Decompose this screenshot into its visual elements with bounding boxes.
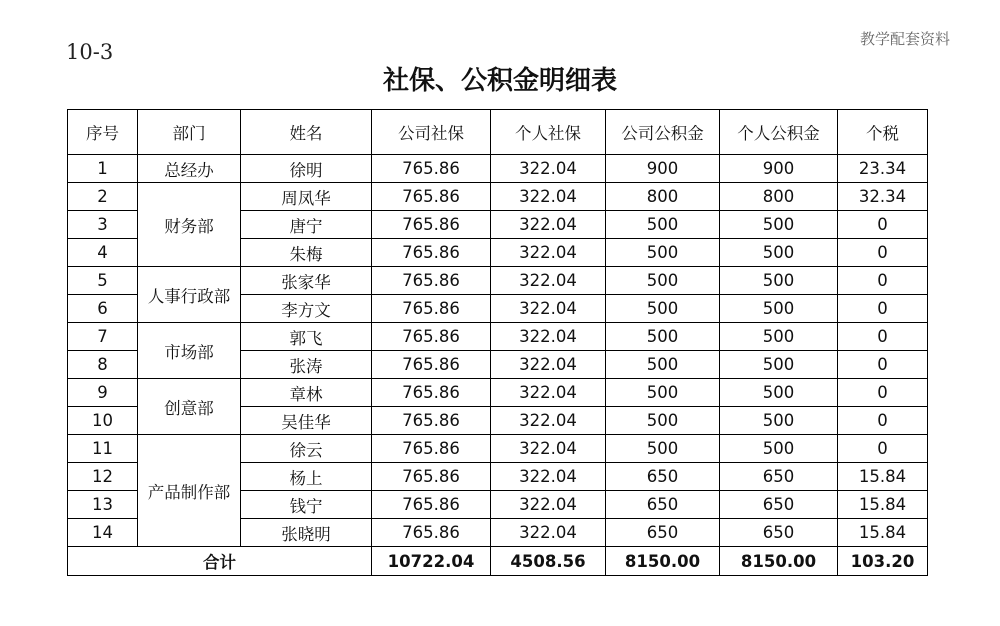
table-row xyxy=(68,267,928,295)
cell-company-hf: 500 xyxy=(606,323,720,351)
cell-company-si: 765.86 xyxy=(372,211,491,239)
cell-seq: 9 xyxy=(68,379,138,407)
cell-seq: 14 xyxy=(68,519,138,547)
cell-dept: 总经办 xyxy=(138,155,241,183)
total-personal-hf: 8150.00 xyxy=(720,547,838,576)
header-tax: 个税 xyxy=(838,110,928,155)
cell-tax: 15.84 xyxy=(838,491,928,519)
cell-seq: 4 xyxy=(68,239,138,267)
cell-company-hf: 500 xyxy=(606,407,720,435)
cell-seq: 12 xyxy=(68,463,138,491)
cell-tax: 32.34 xyxy=(838,183,928,211)
cell-personal-hf: 500 xyxy=(720,379,838,407)
cell-personal-si: 322.04 xyxy=(491,463,606,491)
cell-company-hf: 650 xyxy=(606,519,720,547)
cell-name: 张家华 xyxy=(241,267,372,295)
cell-seq: 11 xyxy=(68,435,138,463)
cell-name: 徐云 xyxy=(241,435,372,463)
cell-name: 杨上 xyxy=(241,463,372,491)
cell-tax: 15.84 xyxy=(838,519,928,547)
cell-tax: 0 xyxy=(838,295,928,323)
cell-tax: 0 xyxy=(838,435,928,463)
cell-name: 朱梅 xyxy=(241,239,372,267)
cell-company-si: 765.86 xyxy=(372,379,491,407)
cell-company-hf: 500 xyxy=(606,435,720,463)
cell-dept: 市场部 xyxy=(138,323,241,379)
table-row xyxy=(68,435,928,463)
cell-tax: 0 xyxy=(838,211,928,239)
cell-personal-hf: 500 xyxy=(720,407,838,435)
cell-tax: 0 xyxy=(838,407,928,435)
cell-personal-si: 322.04 xyxy=(491,239,606,267)
cell-name: 张涛 xyxy=(241,351,372,379)
cell-tax: 15.84 xyxy=(838,463,928,491)
header-seq: 序号 xyxy=(68,110,138,155)
cell-personal-hf: 900 xyxy=(720,155,838,183)
cell-name: 吴佳华 xyxy=(241,407,372,435)
cell-personal-hf: 500 xyxy=(720,435,838,463)
cell-company-si: 765.86 xyxy=(372,323,491,351)
cell-personal-si: 322.04 xyxy=(491,183,606,211)
ledger-table xyxy=(67,109,928,576)
cell-personal-si: 322.04 xyxy=(491,295,606,323)
cell-name: 张晓明 xyxy=(241,519,372,547)
cell-company-hf: 650 xyxy=(606,463,720,491)
cell-company-hf: 500 xyxy=(606,239,720,267)
cell-company-hf: 800 xyxy=(606,183,720,211)
cell-personal-hf: 650 xyxy=(720,463,838,491)
table-row xyxy=(68,323,928,351)
cell-name: 钱宁 xyxy=(241,491,372,519)
cell-name: 徐明 xyxy=(241,155,372,183)
cell-company-hf: 500 xyxy=(606,351,720,379)
cell-tax: 0 xyxy=(838,267,928,295)
cell-personal-hf: 500 xyxy=(720,323,838,351)
cell-company-si: 765.86 xyxy=(372,435,491,463)
cell-personal-si: 322.04 xyxy=(491,351,606,379)
total-personal-si: 4508.56 xyxy=(491,547,606,576)
cell-seq: 8 xyxy=(68,351,138,379)
header-personal-hf: 个人公积金 xyxy=(720,110,838,155)
total-company-si: 10722.04 xyxy=(372,547,491,576)
cell-tax: 0 xyxy=(838,323,928,351)
cell-personal-si: 322.04 xyxy=(491,267,606,295)
header-dept: 部门 xyxy=(138,110,241,155)
cell-personal-hf: 650 xyxy=(720,491,838,519)
cell-company-hf: 900 xyxy=(606,155,720,183)
cell-company-si: 765.86 xyxy=(372,491,491,519)
cell-dept: 产品制作部 xyxy=(138,435,241,547)
cell-company-si: 765.86 xyxy=(372,463,491,491)
total-row xyxy=(68,547,928,576)
cell-dept: 人事行政部 xyxy=(138,267,241,323)
cell-personal-si: 322.04 xyxy=(491,211,606,239)
cell-company-hf: 650 xyxy=(606,491,720,519)
cell-seq: 1 xyxy=(68,155,138,183)
cell-seq: 2 xyxy=(68,183,138,211)
cell-company-si: 765.86 xyxy=(372,239,491,267)
cell-personal-si: 322.04 xyxy=(491,379,606,407)
table-row xyxy=(68,379,928,407)
cell-tax: 0 xyxy=(838,379,928,407)
cell-company-si: 765.86 xyxy=(372,295,491,323)
cell-personal-hf: 500 xyxy=(720,211,838,239)
page-title: 社保、公积金明细表 xyxy=(382,66,617,96)
cell-name: 周凤华 xyxy=(241,183,372,211)
cell-company-si: 765.86 xyxy=(372,155,491,183)
header-company-hf: 公司公积金 xyxy=(606,110,720,155)
cell-personal-hf: 500 xyxy=(720,351,838,379)
cell-name: 章林 xyxy=(241,379,372,407)
cell-seq: 5 xyxy=(68,267,138,295)
cell-personal-si: 322.04 xyxy=(491,519,606,547)
cell-company-hf: 500 xyxy=(606,267,720,295)
cell-company-hf: 500 xyxy=(606,211,720,239)
header-personal-si: 个人社保 xyxy=(491,110,606,155)
cell-dept: 创意部 xyxy=(138,379,241,435)
cell-company-si: 765.86 xyxy=(372,183,491,211)
total-company-hf: 8150.00 xyxy=(606,547,720,576)
cell-personal-si: 322.04 xyxy=(491,435,606,463)
cell-personal-hf: 500 xyxy=(720,239,838,267)
total-tax: 103.20 xyxy=(838,547,928,576)
cell-personal-si: 322.04 xyxy=(491,323,606,351)
corner-note: 教学配套资料 xyxy=(859,30,950,48)
cell-seq: 10 xyxy=(68,407,138,435)
cell-seq: 6 xyxy=(68,295,138,323)
cell-seq: 13 xyxy=(68,491,138,519)
cell-company-si: 765.86 xyxy=(372,519,491,547)
cell-tax: 0 xyxy=(838,239,928,267)
cell-personal-hf: 500 xyxy=(720,295,838,323)
table-row xyxy=(68,183,928,211)
cell-company-si: 765.86 xyxy=(372,351,491,379)
cell-company-hf: 500 xyxy=(606,295,720,323)
header-company-si: 公司社保 xyxy=(372,110,491,155)
cell-personal-hf: 650 xyxy=(720,519,838,547)
header-name: 姓名 xyxy=(241,110,372,155)
cell-personal-si: 322.04 xyxy=(491,155,606,183)
cell-seq: 3 xyxy=(68,211,138,239)
cell-name: 郭飞 xyxy=(241,323,372,351)
cell-company-si: 765.86 xyxy=(372,407,491,435)
cell-personal-si: 322.04 xyxy=(491,491,606,519)
cell-dept: 财务部 xyxy=(138,183,241,267)
cell-personal-si: 322.04 xyxy=(491,407,606,435)
header-row xyxy=(68,110,928,155)
cell-tax: 0 xyxy=(838,351,928,379)
cell-tax: 23.34 xyxy=(838,155,928,183)
cell-personal-hf: 800 xyxy=(720,183,838,211)
cell-company-si: 765.86 xyxy=(372,267,491,295)
cell-name: 李方文 xyxy=(241,295,372,323)
page-code: 10-3 xyxy=(66,40,114,64)
cell-name: 唐宁 xyxy=(241,211,372,239)
cell-company-hf: 500 xyxy=(606,379,720,407)
total-label: 合计 xyxy=(68,547,372,576)
table-row xyxy=(68,155,928,183)
cell-personal-hf: 500 xyxy=(720,267,838,295)
cell-seq: 7 xyxy=(68,323,138,351)
